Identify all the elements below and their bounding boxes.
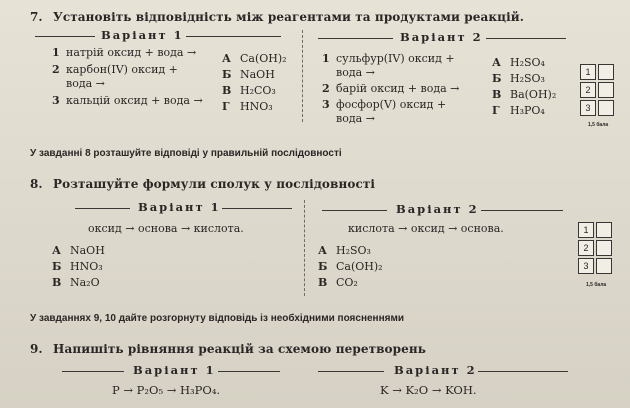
instruction-q8: У завданні 8 розташуйте відповіді у правильній послідовності (30, 148, 342, 159)
q7-v1-item-3: 3 кальцій оксид + вода → (52, 94, 203, 107)
q7-v2-answer-a: А H₂SO₄ (492, 56, 545, 69)
q8-answer-input-1[interactable] (596, 222, 612, 238)
q7-v2-item-2: 2 барій оксид + вода → (322, 82, 460, 95)
q8-divider (304, 200, 305, 296)
q7-v2-answer-c: В Ba(OH)₂ (492, 88, 557, 101)
q7-v1-heading: Варіант 1 (101, 28, 184, 42)
q7-v1-item-2: 2 карбон(IV) оксид + (52, 63, 178, 76)
q8-v2-rule-left (322, 210, 387, 211)
q7-v2-item-1-cont: вода → (336, 66, 375, 79)
q7-v1-answer-a: А Ca(OH)₂ (222, 52, 287, 65)
q7-text: Установіть відповідність між реагентами та продуктами реакцій. (53, 10, 525, 24)
q8-v1-answer-b: Б HNO₃ (52, 260, 103, 273)
q7-v1-answer-d: Г HNO₃ (222, 100, 273, 113)
q8-v2-answer-b: Б Ca(OH)₂ (318, 260, 383, 273)
q8-v1-answer-a: А NaOH (52, 244, 105, 257)
q7-v1-rule-right (186, 36, 281, 37)
q7-v2-rule-left (318, 38, 393, 39)
instruction-q9-q10: У завданнях 9, 10 дайте розгорнуту відповідь із необхідними поясненнями (30, 313, 404, 324)
q7-v2-answer-b: Б H₂SO₃ (492, 72, 545, 85)
q7-v2-item-3-cont: вода → (336, 112, 375, 125)
q9-v1-heading: Варіант 1 (133, 363, 216, 377)
q9-v1-rule-right (218, 371, 280, 372)
q9-v2-rule-left (318, 371, 384, 372)
q8-answer-input-3[interactable] (596, 258, 612, 274)
q8-answer-box-3[interactable]: 3 (578, 258, 594, 274)
q7-v2-answer-d: Г H₃PO₄ (492, 104, 545, 117)
q8-v1-heading: Варіант 1 (138, 200, 221, 214)
q8-v2-rule-right (481, 210, 563, 211)
q8-answer-box-2[interactable]: 2 (578, 240, 594, 256)
q7-v1-rule-left (35, 36, 95, 37)
q9-v2-heading: Варіант 2 (394, 363, 477, 377)
q8-answer-input-2[interactable] (596, 240, 612, 256)
q7-number: 7. (30, 10, 43, 24)
q8-number: 8. (30, 177, 43, 191)
q9-number: 9. (30, 342, 43, 356)
q7-v2-rule-right (486, 38, 566, 39)
q8-v2-heading: Варіант 2 (396, 202, 479, 216)
q8-v2-answer-a: А H₂SO₃ (318, 244, 371, 257)
q7-v2-item-1: 1 сульфур(IV) оксид + (322, 52, 455, 65)
q7-answer-box-2[interactable]: 2 (580, 82, 596, 98)
q8-v1-sequence: оксид → основа → кислота. (88, 222, 244, 235)
q7-v1-answer-c: В H₂CO₃ (222, 84, 276, 97)
q7-v2-item-3: 3 фосфор(V) оксид + (322, 98, 447, 111)
q8-v1-answer-c: В Na₂O (52, 276, 100, 289)
q7-v2-heading: Варіант 2 (400, 30, 483, 44)
q9-v1-rule-left (62, 371, 124, 372)
q9-text: Напишіть рівняння реакцій за схемою перетворень (53, 342, 427, 356)
q8-v2-answer-c: В CO₂ (318, 276, 358, 289)
q9-v2-scheme: K → K₂O → KOH. (380, 383, 477, 397)
q7-answer-input-2[interactable] (598, 82, 614, 98)
q8-v1-rule-right (222, 208, 292, 209)
q7-answer-input-3[interactable] (598, 100, 614, 116)
q7-divider (302, 30, 303, 122)
q8-text: Розташуйте формули сполук у послідовності (53, 177, 376, 191)
q7-answer-box-3[interactable]: 3 (580, 100, 596, 116)
q7-v1-answer-b: Б NaOH (222, 68, 275, 81)
q7-score: 1,5 бала (588, 122, 609, 128)
q8-v2-sequence: кислота → оксид → основа. (348, 222, 504, 235)
q7-v1-item-2-cont: вода → (66, 77, 105, 90)
q8-score: 1,5 бала (586, 282, 607, 288)
q8-answer-box-1[interactable]: 1 (578, 222, 594, 238)
q7-answer-input-1[interactable] (598, 64, 614, 80)
q7-answer-box-1[interactable]: 1 (580, 64, 596, 80)
q9-v1-scheme: P → P₂O₅ → H₃PO₄. (112, 383, 221, 397)
q7-v1-item-1: 1 натрій оксид + вода → (52, 46, 197, 59)
q8-v1-rule-left (75, 208, 130, 209)
q9-v2-rule-right (478, 371, 568, 372)
